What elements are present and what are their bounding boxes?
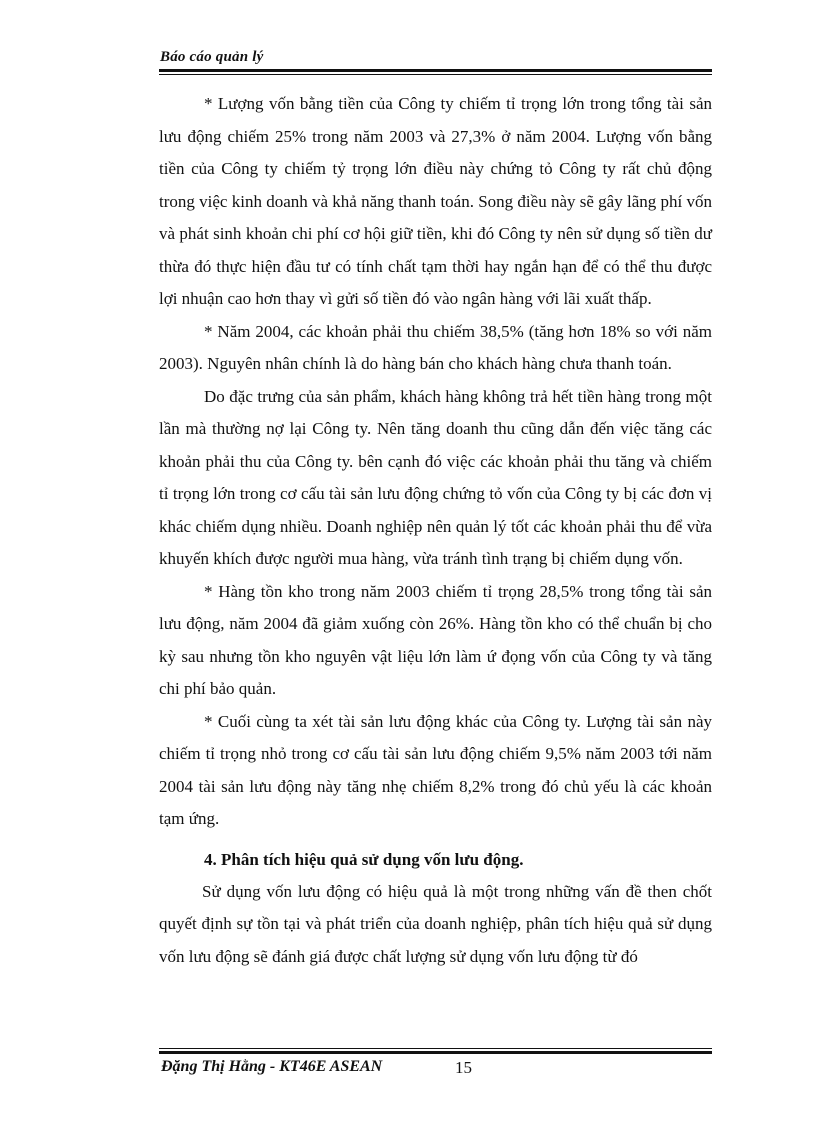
paragraph-section-intro: Sử dụng vốn lưu động có hiệu quả là một trong những vấn đề then chốt quyết định sự tồn tại và phát triển của doanh nghiệp, phân tích hiệu quả sử dụng vốn lưu động sẽ đánh giá được chất lượng sử dụng vốn lưu động từ đó (159, 881, 712, 966)
footer-author: Đặng Thị Hằng - KT46E ASEAN (161, 1058, 383, 1075)
page-header (159, 48, 712, 72)
paragraph-inventory: * Hàng tồn kho trong năm 2003 chiếm tỉ trọng 28,5% trong tổng tài sản lưu động, năm 2004 đã giảm xuống còn 26%. Hàng tồn kho có thể chuẩn bị cho kỳ sau nhưng tồn kho nguyên vật liệu lớn làm ứ đọng vốn của Công ty và tăng chi phí bảo quản. (159, 581, 712, 698)
section-heading: 4. Phân tích hiệu quả sử dụng vốn lưu động. (204, 849, 524, 869)
page-number: 15 (455, 1058, 472, 1077)
footer-rule-thin (159, 1048, 712, 1049)
header-title: Báo cáo quản lý (160, 49, 264, 65)
paragraph-other-assets: * Cuối cùng ta xét tài sản lưu động khác của Công ty. Lượng tài sản này chiếm tỉ trọng nhỏ trong cơ cấu tài sản lưu động chiếm 9,5% năm 2003 tới năm 2004 tài sản lưu động này tăng nhẹ chiếm 8,2% trong đó chủ yếu là các khoản tạm ứng. (159, 711, 712, 828)
document-body (159, 88, 712, 973)
header-rule (159, 69, 712, 72)
paragraph-receivables: * Năm 2004, các khoản phải thu chiếm 38,5% (tăng hơn 18% so với năm 2003). Nguyên nhân chính là do hàng bán cho khách hàng chưa thanh toán. (159, 321, 712, 373)
page-footer (159, 1048, 712, 1088)
paragraph-cash: * Lượng vốn bằng tiền của Công ty chiếm tỉ trọng lớn trong tổng tài sản lưu động chiếm 25% trong năm 2003 và 27,3% ở năm 2004. Lượng vốn bằng tiền của Công ty chiếm tỷ trọng lớn điều này chứng tỏ Công ty rất chủ động trong việc kinh doanh và khả năng thanh toán. Song điều này sẽ gây lãng phí vốn và phát sinh khoản chi phí cơ hội giữ tiền, khi đó Công ty nên sử dụng số tiền dư thừa đó thực hiện đầu tư có tính chất tạm thời hay ngắn hạn để có thể thu được lợi nhuận cao hơn thay vì gửi số tiền đó vào ngân hàng với lãi xuất thấp. (159, 94, 712, 308)
paragraph-receivables-detail: Do đặc trưng của sản phẩm, khách hàng không trả hết tiền hàng trong một lần mà thường nợ lại Công ty. Nên tăng doanh thu cũng dẫn đến việc tăng các khoản phải thu của Công ty. bên cạnh đó việc các khoản phải thu tăng và chiếm tỉ trọng lớn trong cơ cấu tài sản lưu động chứng tỏ vốn của Công ty bị các đơn vị khác chiếm dụng nhiều. Doanh nghiệp nên quản lý tốt các khoản phải thu để vừa khuyến khích được người mua hàng, vừa tránh tình trạng bị chiếm dụng vốn. (159, 386, 712, 568)
header-rule-thin (159, 74, 712, 75)
footer-rule (159, 1051, 712, 1054)
